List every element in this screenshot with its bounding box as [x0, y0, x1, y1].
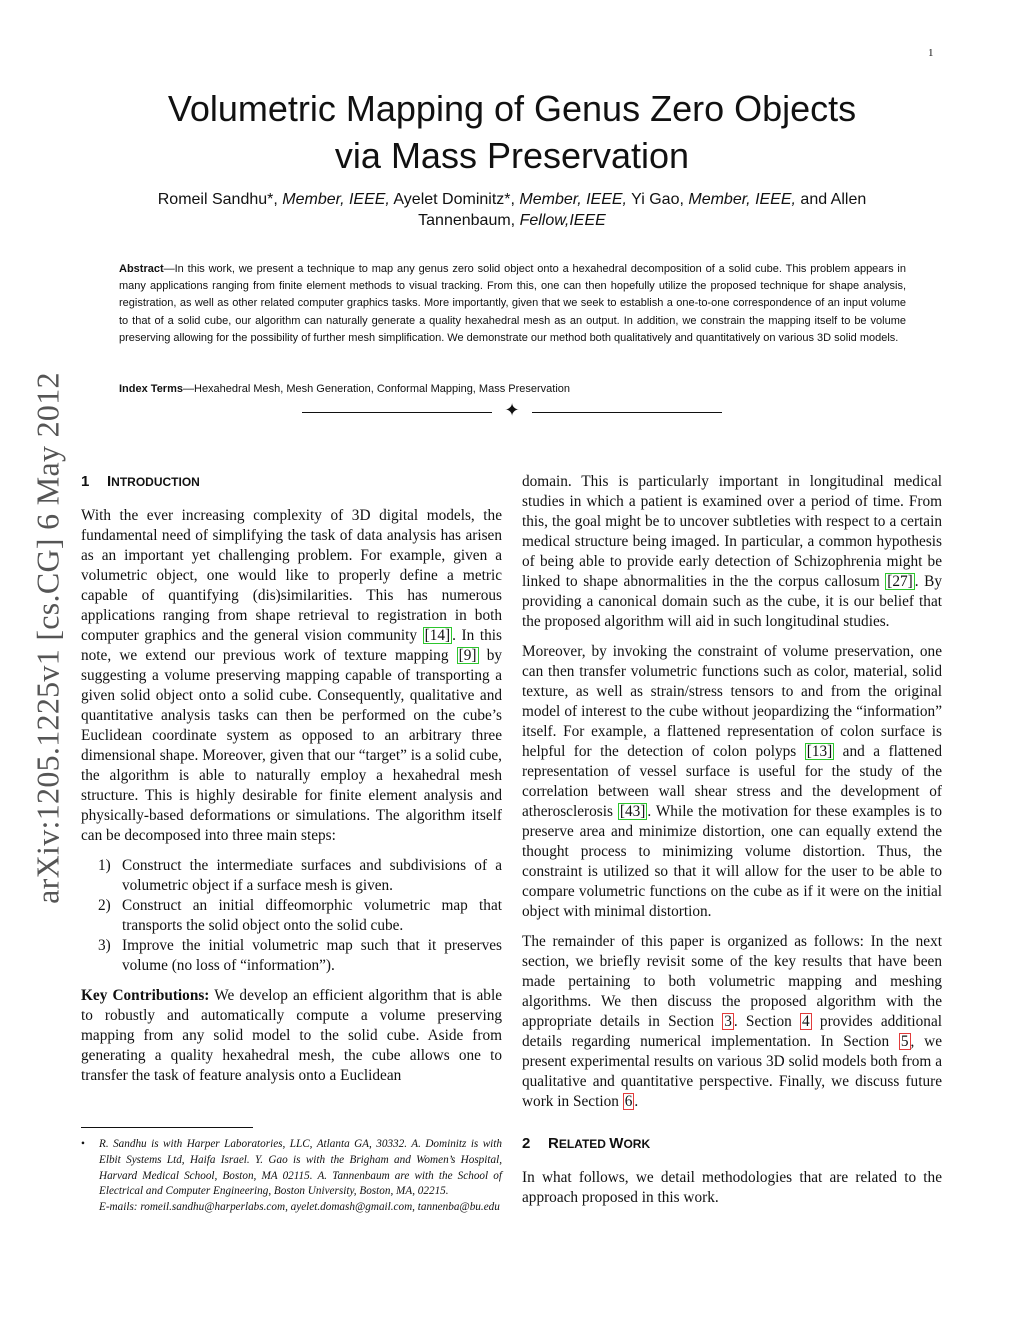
citation-43-link[interactable]: [43]: [619, 803, 646, 820]
author-1: Romeil Sandhu*,: [157, 191, 283, 208]
section-1-heading: [81, 472, 502, 492]
title-line-2: via Mass Preservation: [334, 135, 690, 176]
author-2-role: Member, IEEE,: [519, 191, 627, 208]
footnote-affiliations: R. Sandhu is with Harper Laboratories, LLC, Atlanta GA, 30332. A. Dominitz is with Elbit Systems Ltd, Haifa Israel. Y. Gao is with the Brigham and Women’s Hospital, Harvard Medical School, Boston, MA 02115. A. Tannenbaum are with the School of Electrical and Computer Engineering, Boston University, Boston, MA, 02215.: [99, 1138, 502, 1198]
list-item: [81, 936, 502, 976]
footnote-emails: E-mails: romeil.sandhu@harperlabs.com, ayelet.domash@gmail.com, tannenba@bu.edu: [99, 1201, 500, 1214]
footnote-bullet: •: [81, 1138, 85, 1150]
section-3-link[interactable]: 3: [724, 1013, 732, 1030]
main-steps-list: [81, 856, 502, 976]
intro-p1-text-c: by suggesting a volume preserving mapping capable of transporting a given solid object onto a solid cube. Consequently, qualitative and quantitative analysis tasks can then be performed on the cube’s Euclidean coordinate system as opposed to an arbitrary three dimensional shape. Moreover, given that our “target” is a solid cube, the algorithm is able to naturally employ a hexahedral mesh structure. This is highly desirable for finite element analysis and physically-based deformations or simulations. The algorithm itself can be decomposed into three main steps:: [81, 647, 502, 844]
author-2: Ayelet Dominitz*,: [389, 191, 520, 208]
abstract: [119, 261, 906, 347]
step-3-marker: 3): [98, 937, 111, 954]
step-1-text: Construct the intermediate surfaces and subdivisions of a volumetric object if a surface mesh is given.: [122, 857, 502, 894]
citation-13-link[interactable]: [13]: [806, 743, 833, 760]
intro-r1-text-a: domain. This is particularly important in longitudinal medical studies in which a patient is examined over a period of time. From this, the goal might be to uncover subtleties with respect to a certain medical structure being imaged. In particular, a common hypothesis of being able to provide early detection of Schizophrenia might be linked to shape abnormalities in the the corpus callosum: [522, 473, 942, 590]
section-divider: [302, 400, 722, 423]
intro-r2-text-c: . While the motivation for these examples is to preserve area and minimize distortion, one can equally extend the thought process to minimizing volume distortion. Thus, the constraint is utilized so that it will allow for the user to be able to compare volumetric functions on the cube as if it were on the initial object with minimal distortion.: [522, 803, 942, 920]
index-terms: [119, 381, 906, 398]
intro-paragraph-right-1: [522, 472, 942, 632]
key-contributions-text: We develop an efficient algorithm that is able to robustly and automatically compute a volume preserving mapping from any solid model to the solid cube. Aside from generating a quality hexahedral mesh, the cube allows one to transfer the task of feature analysis onto a Euclidean: [81, 987, 502, 1084]
step-1-marker: 1): [98, 857, 111, 874]
intro-r2-text-b: and a flattened representation of vessel surface is useful for the study of the correlation between wall shear stress and the development of atherosclerosis: [522, 743, 943, 820]
section-2-initial-2: W: [609, 1135, 624, 1152]
footnote-body: [99, 1137, 502, 1216]
section-1-number: 1: [81, 473, 90, 490]
intro-r3-text-e: .: [634, 1093, 639, 1110]
section-2-heading: [522, 1134, 942, 1154]
intro-paragraph-right-2: [522, 642, 942, 922]
step-2-marker: 2): [98, 897, 111, 914]
intro-r3-text-a: The remainder of this paper is organized as follows: In the next section, we briefly revisit some of the key results that have been made pertaining to both volumetric mapping and meshing algorithms. We then discuss the proposed algorithm with the appropriate details in Section: [522, 933, 942, 1030]
author-4: Tannenbaum,: [418, 212, 520, 229]
section-2-number: 2: [522, 1135, 531, 1152]
author-3: Yi Gao,: [627, 191, 689, 208]
step-2-text: Construct an initial diffeomorphic volumetric map that transports the solid object onto the solid cube.: [122, 897, 502, 934]
abstract-label: Abstract: [119, 263, 164, 275]
author-line-2: [125, 210, 899, 231]
author-1-role: Member, IEEE,: [282, 191, 390, 208]
intro-paragraph-right-3: [522, 932, 942, 1112]
key-contributions-label: Key Contributions:: [81, 987, 210, 1004]
title-line-1: Volumetric Mapping of Genus Zero Objects: [167, 88, 857, 129]
intro-p1-text-a: With the ever increasing complexity of 3D digital models, the fundamental need of simplifying the task of data analysis has arisen as an important yet challenging problem. For example, given a volumetric object, one would like to properly define a metric capable of quantifying (dis)similarities. This has numerous applications ranging from shape retrieval to registration in both computer graphics and the general vision community: [81, 507, 502, 644]
index-terms-label: Index Terms: [119, 383, 183, 395]
key-contributions-paragraph: [81, 986, 502, 1086]
page-number: 1: [928, 47, 934, 59]
citation-14-link[interactable]: [14]: [424, 627, 451, 644]
index-terms-text: —Hexahedral Mesh, Mesh Generation, Conformal Mapping, Mass Preservation: [183, 383, 571, 395]
step-3-text: Improve the initial volumetric map such that it preserves volume (no loss of “information”).: [122, 937, 502, 974]
section-4-link[interactable]: 4: [802, 1013, 810, 1030]
intro-r1-text-b: . By providing a canonical domain such as the cube, it is our belief that the proposed algorithm will aid in such longitudinal studies.: [522, 573, 942, 630]
paper-title: [0, 85, 1024, 179]
related-work-paragraph-1: In what follows, we detail methodologies that are related to the approach proposed in this work.: [522, 1169, 942, 1206]
citation-9-link[interactable]: [9]: [458, 647, 477, 664]
author-line-1: [125, 189, 899, 210]
section-2-title-rest-1: ELATED: [558, 1137, 610, 1151]
section-6-link[interactable]: 6: [624, 1093, 633, 1110]
divider-left-rule: [302, 412, 492, 413]
abstract-text: —In this work, we present a technique to map any genus zero solid object onto a hexahedral decomposition of a solid cube. This problem appears in many applications ranging from finite element methods to visual tracking. From this, one can then hopefully utilize the proposed technique for shape analysis, registration, as well as other related computer graphics tasks. More importantly, given that we seek to establish a one-to-one correspondence of an input volume to that of a solid cube, our algorithm can naturally generate a quality hexahedral mesh as an output. In addition, we constrain the mapping itself to be volume preserving allowing for the possibility of further mesh simplification. We demonstrate our method both qualitatively and quantitatively on various 3D solid models.: [119, 263, 906, 344]
list-item: [81, 856, 502, 896]
section-2-title-rest-2: ORK: [623, 1137, 651, 1151]
intro-r2-text-a: Moreover, by invoking the constraint of volume preservation, one can then transfer volumetric functions such as color, material, solid texture, as well as strain/stress tensors to and from the original model of interest to the cube without jeopardizing the “information” itself. For example, a flattened representation of colon surface is helpful for the detection of colon polyps: [522, 643, 942, 760]
author-3-role: Member, IEEE,: [688, 191, 796, 208]
left-column: [81, 472, 502, 1096]
right-column: [522, 472, 942, 1218]
footnote-rule: [81, 1127, 253, 1128]
author-4-role: Fellow,IEEE: [519, 212, 606, 229]
intro-r3-text-d: , we present experimental results on various 3D solid models both from a qualitative and quantitative perspective. Finally, we discuss future work in Section: [522, 1033, 942, 1110]
intro-paragraph-1: [81, 506, 502, 846]
intro-p1-text-b: . In this note, we extend our previous work of texture mapping: [81, 627, 502, 664]
section-1-initial: I: [107, 473, 112, 490]
intro-r3-text-b: . Section: [733, 1013, 801, 1030]
divider-star-icon: ✦: [504, 400, 520, 420]
arxiv-identifier-stamp: arXiv:1205.1225v1 [cs.CG] 6 May 2012: [29, 372, 66, 904]
section-5-link[interactable]: 5: [900, 1033, 909, 1050]
affiliation-footnote: [81, 1137, 502, 1216]
section-1-title-rest: NTRODUCTION: [111, 475, 200, 489]
divider-right-rule: [532, 412, 722, 413]
author-list: [125, 189, 899, 231]
author-4-prefix: and Allen: [795, 191, 867, 208]
list-item: [81, 896, 502, 936]
citation-27-link[interactable]: [27]: [887, 573, 913, 590]
section-2-initial-1: R: [548, 1135, 559, 1152]
intro-r3-text-c: provides additional details regarding numerical implementation. In Section: [522, 1013, 942, 1050]
